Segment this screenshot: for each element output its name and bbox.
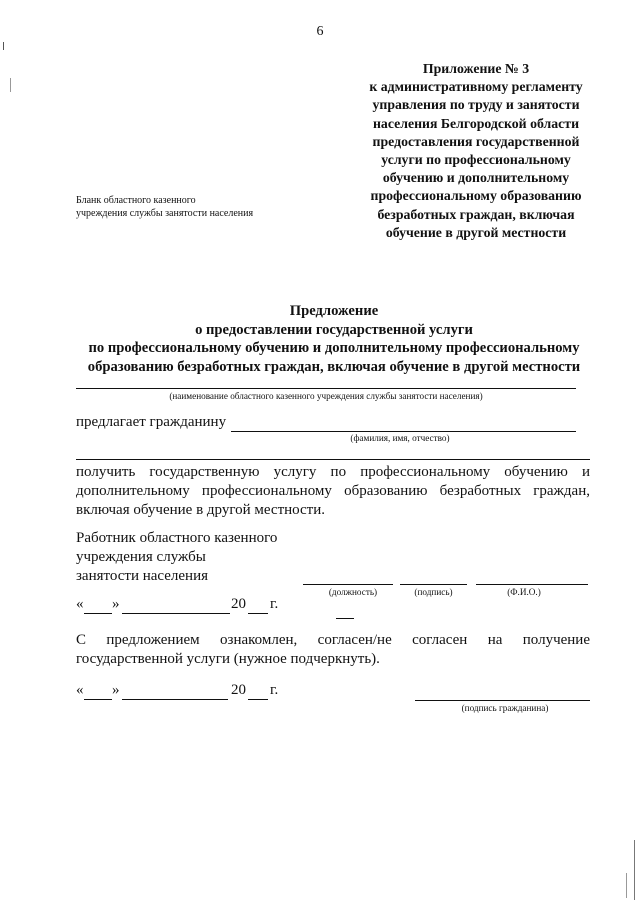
- scan-edge-mark: [3, 42, 4, 50]
- date-day-field[interactable]: [84, 613, 112, 614]
- letterhead-line: учреждения службы занятости населения: [76, 208, 254, 219]
- offers-label: предлагает гражданину: [76, 414, 227, 430]
- title-line: образованию безработных граждан, включая обучение в другой местности: [87, 358, 581, 375]
- appendix-line: услуги по профессиональному: [381, 152, 571, 168]
- appendix-header: [360, 60, 592, 242]
- date-open-quote: «: [76, 682, 84, 698]
- letterhead-line: Бланк областного казенного: [76, 195, 196, 206]
- citizen-signature-caption: (подпись гражданина): [461, 703, 549, 713]
- scan-edge-mark: [626, 873, 627, 898]
- appendix-line: обучение в другой местности: [385, 224, 567, 240]
- service-paragraph: получить государственную услугу по профессиональному обучению и дополнительному профессиональному образованию безработных граждан, включая обучение в другой местности.: [76, 464, 590, 518]
- title-line: о предоставлении государственной услуги: [195, 321, 473, 338]
- appendix-line: к административному регламенту: [369, 79, 583, 95]
- appendix-line: населения Белгородской области: [372, 115, 580, 131]
- letterhead-note: [76, 194, 253, 220]
- title-line: по профессиональному обучению и дополнительному профессиональному: [88, 340, 580, 356]
- appendix-line: профессиональному образованию: [370, 188, 582, 204]
- date-month-field[interactable]: [122, 613, 230, 614]
- fio-caption: (Ф.И.О.): [507, 587, 541, 597]
- date-year-field[interactable]: [248, 699, 268, 700]
- date-year-prefix: 20: [231, 682, 246, 698]
- worker-label-line: учреждения службы: [76, 549, 206, 565]
- document-title: [60, 302, 608, 376]
- worker-label-line: Работник областного казенного: [76, 530, 278, 546]
- date-open-quote: «: [76, 596, 84, 612]
- scan-edge-mark: [10, 78, 11, 92]
- citizen-signature-field[interactable]: [415, 700, 590, 701]
- appendix-line: управления по труду и занятости: [372, 97, 580, 113]
- position-caption: (должность): [328, 587, 378, 597]
- page-number: 6: [316, 24, 324, 39]
- date-day-field[interactable]: [84, 699, 112, 700]
- institution-caption: (наименование областного казенного учреждения службы занятости населения): [169, 391, 483, 401]
- signature-field[interactable]: [400, 584, 467, 585]
- stray-mark: [336, 618, 354, 619]
- date-year-suffix: г.: [270, 682, 279, 698]
- appendix-line: обучению и дополнительному: [382, 170, 570, 186]
- appendix-line: Приложение № 3: [422, 61, 530, 76]
- appendix-line: безработных граждан, включая: [377, 206, 575, 222]
- institution-name-field[interactable]: [76, 388, 576, 389]
- citizen-name-caption: (фамилия, имя, отчество): [350, 433, 450, 443]
- agreement-paragraph: С предложением ознакомлен, согласен/не согласен на получение государственной услуги (нужное подчеркнуть).: [76, 632, 590, 667]
- scan-edge-mark: [634, 840, 635, 900]
- fio-field[interactable]: [476, 584, 588, 585]
- appendix-line: предоставления государственной: [372, 133, 580, 149]
- worker-label-line: занятости населения: [76, 568, 209, 584]
- position-field[interactable]: [303, 584, 393, 585]
- date-year-field[interactable]: [248, 613, 268, 614]
- date-month-field[interactable]: [122, 699, 228, 700]
- date-close-quote: »: [112, 682, 120, 698]
- citizen-name-field-continuation[interactable]: [76, 459, 590, 460]
- signature-caption: (подпись): [414, 587, 453, 597]
- citizen-name-field[interactable]: [231, 431, 576, 432]
- title-line: Предложение: [289, 303, 379, 319]
- date-year-suffix: г.: [270, 596, 279, 612]
- date-year-prefix: 20: [231, 596, 246, 612]
- date-close-quote: »: [112, 596, 120, 612]
